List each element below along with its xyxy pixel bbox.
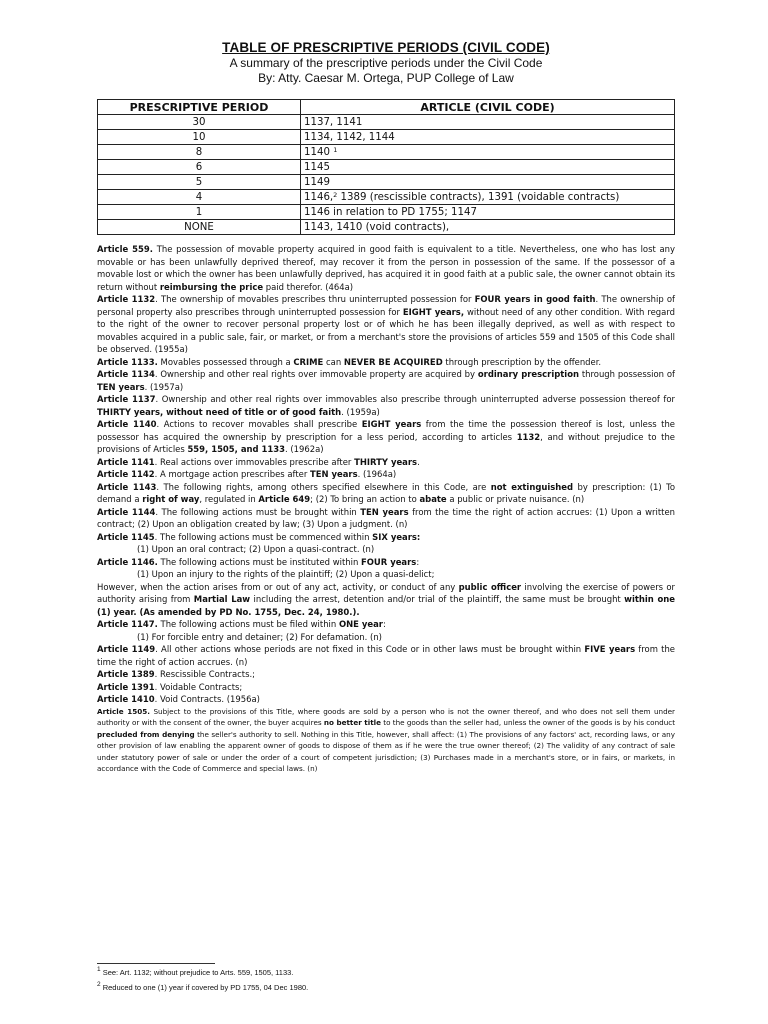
article-text: from the time the right of action accrues. (n) — [97, 644, 675, 667]
article-emphasis: reimbursing the price — [159, 281, 264, 292]
article-emphasis: TEN years — [310, 469, 358, 479]
article-text: . — [417, 456, 420, 467]
article-1146-items: (1) Upon an injury to the rights of the plaintiff; (2) Upon a quasi-delict; — [137, 569, 435, 579]
article-1143 — [97, 481, 675, 506]
article-cell: 1149 — [301, 175, 675, 190]
article-text: The possession of movable property acquired in good faith is equivalent to a title. Nevertheless, one who has lost any movable or has been unlawfully deprived thereof, may recover it from the person in possession of the same. If the possessor of a movable lost or which the owner has been unlawfully deprived, has acquired it in good faith at a public sale, the owner cannot obtain its return without — [97, 244, 675, 292]
article-text: . Rescissible Contracts.; — [154, 669, 255, 679]
article-1149 — [97, 643, 675, 668]
document-header — [97, 40, 675, 85]
article-heading: Article 1149 — [97, 644, 156, 654]
article-text: . (1962a) — [284, 444, 324, 454]
article-heading: Article 1134 — [97, 369, 155, 379]
period-cell: 8 — [98, 145, 301, 160]
table-row — [98, 190, 675, 205]
table-row — [98, 175, 675, 190]
article-1132 — [97, 293, 675, 356]
article-cell: 1134, 1142, 1144 — [301, 130, 675, 145]
article-1389 — [97, 668, 675, 681]
article-text: . All other actions whose periods are not fixed in this Code or in other laws must be brought within — [155, 644, 585, 654]
article-1391 — [97, 681, 675, 694]
article-emphasis: TEN years — [97, 381, 145, 392]
article-heading: Article 1505. — [97, 706, 151, 716]
table-row — [98, 145, 675, 160]
article-text: . (1959a) — [341, 406, 380, 417]
article-text: from the time the possession thereof is lost, unless the possessor has acquired the ownership by prescription for a less period, according to articles — [97, 419, 675, 442]
article-text: by prescription: (1) To demand a — [97, 481, 676, 504]
document-subtitle: A summary of the prescriptive periods under the Civil Code — [229, 56, 543, 70]
document-author: By: Atty. Caesar M. Ortega, PUP College of Law — [258, 71, 514, 85]
proviso-text: involving the exercise of powers or authority arising from — [97, 581, 675, 604]
article-1134 — [97, 368, 675, 393]
article-emphasis: CRIME — [293, 356, 324, 367]
article-1140 — [97, 418, 675, 456]
article-cell: 1143, 1410 (void contracts), — [301, 220, 675, 235]
article-emphasis: no better title — [323, 718, 381, 727]
article-text: a public or private nuisance. (n) — [446, 494, 585, 504]
table-row — [98, 205, 675, 220]
period-cell: 5 — [98, 175, 301, 190]
article-text: Movables possessed through a — [157, 356, 294, 367]
table-row — [98, 160, 675, 175]
proviso-text: including the arrest, detention and/or trial of the plaintiff, the same must be brought — [250, 594, 625, 604]
document-page — [97, 40, 675, 775]
table-header-row — [98, 100, 675, 115]
article-text: . (1957a) — [144, 381, 184, 392]
footnote-ref: 1 — [333, 145, 338, 154]
article-heading: Article 1389 — [97, 669, 155, 679]
period-cell: 10 — [98, 130, 301, 145]
article-emphasis: not extinguished — [490, 481, 574, 492]
article-cell: 1146 in relation to PD 1755; 1147 — [301, 205, 675, 220]
article-text: . The following rights, among others specified elsewhere in this Code, are — [156, 481, 491, 492]
article-cell: 1137, 1141 — [301, 115, 675, 130]
article-emphasis: FOUR years in good faith — [474, 294, 596, 304]
article-1142 — [97, 468, 675, 481]
footnote-number: 2 — [97, 981, 101, 988]
document-title: TABLE OF PRESCRIPTIVE PERIODS (CIVIL CODE) — [222, 40, 550, 55]
article-heading: Article 1142 — [97, 469, 155, 479]
footnote-text: See: Art. 1132; without prejudice to Arts. 559, 1505, 1133. — [100, 968, 294, 977]
article-text: can — [323, 356, 344, 367]
article-1133 — [97, 356, 675, 369]
article-cell: 1145 — [301, 160, 675, 175]
article-text: . The following actions must be brought within — [155, 506, 361, 517]
article-text: The following actions must be instituted within — [157, 556, 361, 567]
article-text: 1140 — [304, 146, 330, 158]
article-heading: Article 1147. — [97, 619, 158, 629]
article-text: . Real actions over immovables prescribe after — [154, 456, 355, 467]
table-row — [98, 220, 675, 235]
period-cell: 6 — [98, 160, 301, 175]
article-1147-items: (1) For forcible entry and detainer; (2) For defamation. (n) — [137, 631, 382, 642]
proviso-emphasis: Martial Law — [193, 594, 251, 604]
article-text: . Actions to recover movables shall prescribe — [156, 419, 362, 429]
article-text: the seller's authority to sell. Nothing in this Title, however, shall affect: (1) The provisions of any factors' act, recording laws, or any other provision of law enabling the apparent owner of goods to dispose of them as if he were the true owner thereof; (2) The validity of any contract of sale under statutory power of sale or under the order of a court of competent jurisdiction; (3) Purchases made in a merchant's store, or in fairs, or markets, in accordance with the Code of Commerce and special laws. (n) — [97, 729, 675, 773]
article-emphasis: NEVER BE ACQUIRED — [343, 356, 443, 367]
column-header-article: ARTICLE (CIVIL CODE) — [301, 100, 675, 115]
article-text: . Voidable Contracts; — [154, 681, 243, 692]
article-1410 — [97, 693, 675, 706]
article-1137 — [97, 393, 675, 418]
article-text: through prescription by the offender. — [442, 356, 602, 367]
article-1505 — [97, 706, 675, 775]
article-emphasis: right of way — [142, 494, 200, 504]
article-heading: Article 1391 — [97, 681, 155, 692]
article-text: through possession of — [579, 369, 675, 379]
article-heading: Article 1137 — [97, 394, 156, 404]
article-cell — [301, 190, 675, 205]
article-text: to the goods than the seller had, unless the owner of the goods is by his conduct — [380, 718, 676, 727]
article-1145-items: (1) Upon an oral contract; (2) Upon a quasi-contract. (n) — [137, 544, 375, 554]
article-1145 — [97, 531, 675, 544]
martial-law-proviso — [97, 581, 675, 619]
article-1141 — [97, 456, 675, 469]
footnote-2 — [97, 983, 308, 992]
article-emphasis: 559, 1505, and 1133 — [187, 444, 285, 454]
article-text: paid therefor. (464a) — [263, 281, 354, 292]
articles-body — [97, 243, 675, 775]
article-heading: Article 1410 — [97, 694, 155, 704]
prescriptive-periods-table — [97, 99, 675, 235]
article-heading: Article 1140 — [97, 419, 157, 429]
article-text: . The ownership of movables prescribes thru uninterrupted possession for — [155, 294, 475, 304]
article-text: without need of any other condition. With regard to the right of the owner to recover personal property lost or of which he has been illegally deprived, as well as with respect to movables acquired in a public sale, fair, or market, or from a merchant's store the provisions of articles 559 and 1505 of this Code shall be observed. (1955a) — [97, 306, 676, 354]
article-emphasis: SIX years: — [372, 531, 421, 542]
article-emphasis: EIGHT years, — [402, 306, 465, 317]
article-text-after: 1389 (rescissible contracts), 1391 (voidable contracts) — [337, 191, 620, 203]
proviso-text: However, when the action arises from or out of any act, activity, or conduct of any — [97, 581, 459, 592]
article-text: The following actions must be filed within — [157, 619, 339, 629]
article-emphasis: ordinary prescription — [477, 369, 579, 379]
article-text: , and without prejudice to the provisions of Articles — [97, 431, 676, 454]
proviso-emphasis: public officer — [458, 581, 522, 592]
article-emphasis: precluded from denying — [97, 729, 195, 739]
article-text: . The following actions must be commenced within — [154, 531, 373, 542]
article-text: : — [382, 619, 386, 629]
article-heading: Article 1133. — [97, 356, 158, 367]
article-emphasis: ONE year — [338, 619, 383, 629]
article-heading: Article 1145 — [97, 531, 155, 542]
period-cell: 1 — [98, 205, 301, 220]
article-heading: Article 1143 — [97, 481, 157, 492]
article-text: . Ownership and other real rights over immovable property are acquired by — [154, 369, 478, 379]
article-text: 1146, — [304, 191, 334, 203]
article-text: . Ownership and other real rights over immovables also prescribe through uninterrupted adverse possession thereof for — [155, 394, 675, 404]
article-text: Subject to the provisions of this Title, where goods are sold by a person who is not the owner thereof, and who does not sell them under authority or with the consent of the owner, the buyer acquires — [97, 706, 676, 727]
period-cell: 30 — [98, 115, 301, 130]
article-text: : — [416, 556, 420, 567]
article-emphasis: abate — [419, 494, 447, 504]
article-text: . (1964a) — [357, 469, 397, 479]
article-emphasis: FIVE years — [584, 644, 636, 654]
article-emphasis: Article 649 — [258, 494, 311, 504]
article-text: . Void Contracts. (1956a) — [154, 694, 260, 704]
footnote-number: 1 — [97, 966, 101, 973]
article-emphasis: 1132 — [516, 431, 541, 442]
article-text: . A mortgage action prescribes after — [154, 469, 310, 479]
footnote-divider — [97, 963, 215, 964]
footnote-text: Reduced to one (1) year if covered by PD 1755, 04 Dec 1980. — [100, 983, 309, 992]
column-header-period: PRESCRIPTIVE PERIOD — [98, 100, 301, 115]
table-row — [98, 130, 675, 145]
article-heading: Article 1144 — [97, 506, 156, 517]
article-1144 — [97, 506, 675, 531]
article-559 — [97, 243, 675, 293]
period-cell: 4 — [98, 190, 301, 205]
article-text: from the time the right of action accrues: (1) Upon a written contract; (2) Upon an obligation created by law; (3) Upon a judgment. (n) — [97, 506, 676, 529]
article-emphasis: EIGHT years — [361, 419, 422, 429]
article-heading: Article 1141 — [97, 456, 155, 467]
period-cell: NONE — [98, 220, 301, 235]
footnote-ref: 2 — [333, 190, 338, 199]
article-1147 — [97, 618, 675, 631]
article-text: , regulated in — [199, 494, 259, 504]
article-emphasis: THIRTY years, without need of title or of good faith — [97, 406, 342, 417]
article-heading: Article 1132 — [97, 294, 156, 304]
article-text: ; (2) To bring an action to — [310, 494, 420, 504]
article-heading: Article 559. — [97, 244, 154, 254]
article-text: . The ownership of personal property also prescribes through uninterrupted possession for — [97, 294, 676, 317]
article-1146 — [97, 556, 675, 569]
footnote-1 — [97, 968, 293, 977]
proviso-emphasis: within one (1) year. (As amended by PD No. 1755, Dec. 24, 1980.). — [97, 594, 675, 617]
article-emphasis: TEN years — [360, 506, 409, 517]
article-emphasis: FOUR years — [360, 556, 417, 567]
article-heading: Article 1146. — [97, 556, 158, 567]
article-cell — [301, 145, 675, 160]
article-emphasis: THIRTY years — [354, 456, 418, 467]
table-row — [98, 115, 675, 130]
